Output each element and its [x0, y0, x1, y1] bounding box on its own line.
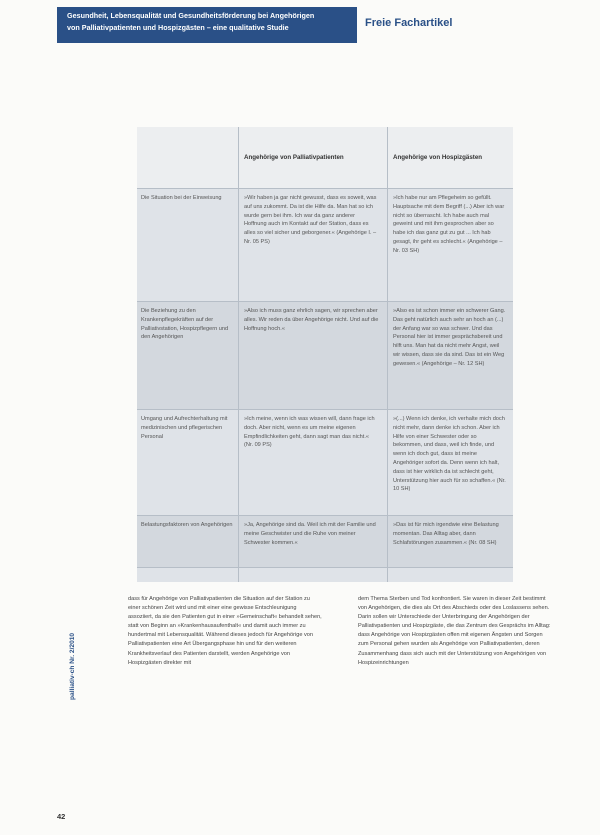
row-label: Umgang und Aufrechterhaltung mit medizinischen und pflegerischen Personal	[141, 416, 228, 440]
table-row	[137, 409, 513, 516]
table-row	[137, 515, 513, 568]
section-label: Freie Fachartikel	[365, 17, 453, 29]
row-label: Belastungsfaktoren von Angehörigen	[141, 522, 233, 528]
quotes-table	[137, 127, 513, 582]
palliative-quote: »Also ich muss ganz ehrlich sagen, wir sprechen aber alles. Wir reden da über Angehörige nicht. Und auf die Hoffnung hoch.«	[244, 308, 379, 332]
body-text-right-column: dem Thema Sterben und Tod konfrontiert. Sie waren in dieser Zeit bestimmt von Angehörigen, die dies als Ort des Abschieds oder des Loslassens sehen. Darin sollen wir Unterschiede der Unterbringung der Angehörigen der Palliativpatienten und Hospizgäste, die das Zentrum des Gesprächs im Alltag: dass Angehörige von Hospizgästen offen mit eigenen Ängsten und Sorgen zum Personal gehen wurden als Angehörige von Palliativpatienten, deren Zusammenhang dass sich auch mit der Unterstützung von Angehörigen von Hospizeinrichtungen	[358, 596, 551, 666]
article-title-line-2: von Palliativpatienten und Hospizgästen – eine qualitative Studie	[67, 23, 289, 32]
column-divider	[238, 127, 239, 582]
hospice-quote: »Ich habe nur am Pflegeheim so gefüllt. Hauptsache mit dem Begriff (...) Aber ich war nicht so überrascht. Ich habe auch mal geweint und mit ihm gesprochen aber so habe ich das ganz gut zu gut ... Ich hab gesagt, ihr geht es schlecht.« (Angehörige – Nr. 03 SH)	[393, 195, 505, 254]
page-number: 42	[57, 812, 66, 821]
row-label: Die Situation bei der Einweisung	[141, 195, 222, 201]
hospice-quote: »(...) Wenn ich denke, ich verhalte mich doch nicht mehr, dann denke ich schon. Aber ich Hilfe von einer Schwester oder so bekommen, und dass, weil ich finde, und wenn ich doch gut, dass ist meine Angehöriger sofort da. Denn wenn ich halt, dass ist hier wirklich da ist schlecht geht, Unterstützung hier auch für so schaffen.« (Nr. 10 SH)	[393, 416, 506, 493]
hospice-quote: »Also es ist schon immer ein schwerer Gang. Das geht natürlich auch sehr an hoch an (...) der Anfang war so was schwer. Und das Personal hier ist immer gesprächsbereit und hilft uns. Man hat da nicht mehr Angst, weil wir wissen, dass sie da sind. Das ist ein Weg gewesen.« (Angehörige – Nr. 12 SH)	[393, 308, 506, 367]
table-row	[137, 188, 513, 302]
column-header-palliative: Angehörige von Palliativpatienten	[244, 154, 344, 161]
column-divider	[387, 127, 388, 582]
body-text-left-column: dass für Angehörige von Palliativpatienten die Situation auf der Station zu einer schönen Zeit wird und mit einer eine gewisse Entschleunigung assoziiert, da sie den Patienten gut in einer »Gemeinschaft« behandelt sehen, statt von Beginn an »Krankenhausaufenthalt« und damit auch immer zu hundertmal mit Lebensqualität. Während dieses jedoch für Angehörige von Palliativpatienten eine Art Übergangsphase hin und für den weiteren Krankheitsverlauf des Patienten darstellt, werden Angehörige von Hospizgästen direkter mit	[128, 596, 322, 666]
journal-issue-label: palliativ-ch Nr. 2/2010	[69, 632, 76, 700]
table-row	[137, 567, 513, 583]
table-row	[137, 301, 513, 410]
hospice-quote: »Das ist für mich irgendwie eine Belastung momentan. Das Alltag aber, dann Schlafstörungen zusammen.« (Nr. 08 SH)	[393, 522, 499, 546]
article-title-line-1: Gesundheit, Lebensqualität und Gesundheitsförderung bei Angehörigen	[67, 11, 315, 20]
palliative-quote: »Wir haben ja gar nicht gewusst, dass es soweit, was auf uns zukommt. Da ist die Hilfe da. Man hat so ich wurde gern bei ihm. Ich war da ganz anderer Hoffnung auch im Kontakt auf der Station, dass es alles so viel sicher und geborgener.« (Angehörige I. – Nr. 05 PS)	[244, 195, 377, 245]
article-header-banner	[57, 7, 357, 43]
row-label: Die Beziehung zu den Krankenpflegekräften auf der Palliativstation, Hospizpflegern und den Angehörigen	[141, 308, 229, 341]
palliative-quote: »Ja, Angehörige sind da. Weil ich mit der Familie und meine Geschwister und die Ruhe von meiner Schwester kommen.«	[244, 522, 376, 546]
palliative-quote: »Ich meine, wenn ich was wissen will, dann frage ich doch. Aber nicht, wenn es um meine eigenen Empfindlichkeiten geht, dann sagt man das nicht.« (Nr. 09 PS)	[244, 416, 375, 449]
table-header	[137, 127, 513, 188]
column-header-hospice: Angehörige von Hospizgästen	[393, 154, 483, 161]
